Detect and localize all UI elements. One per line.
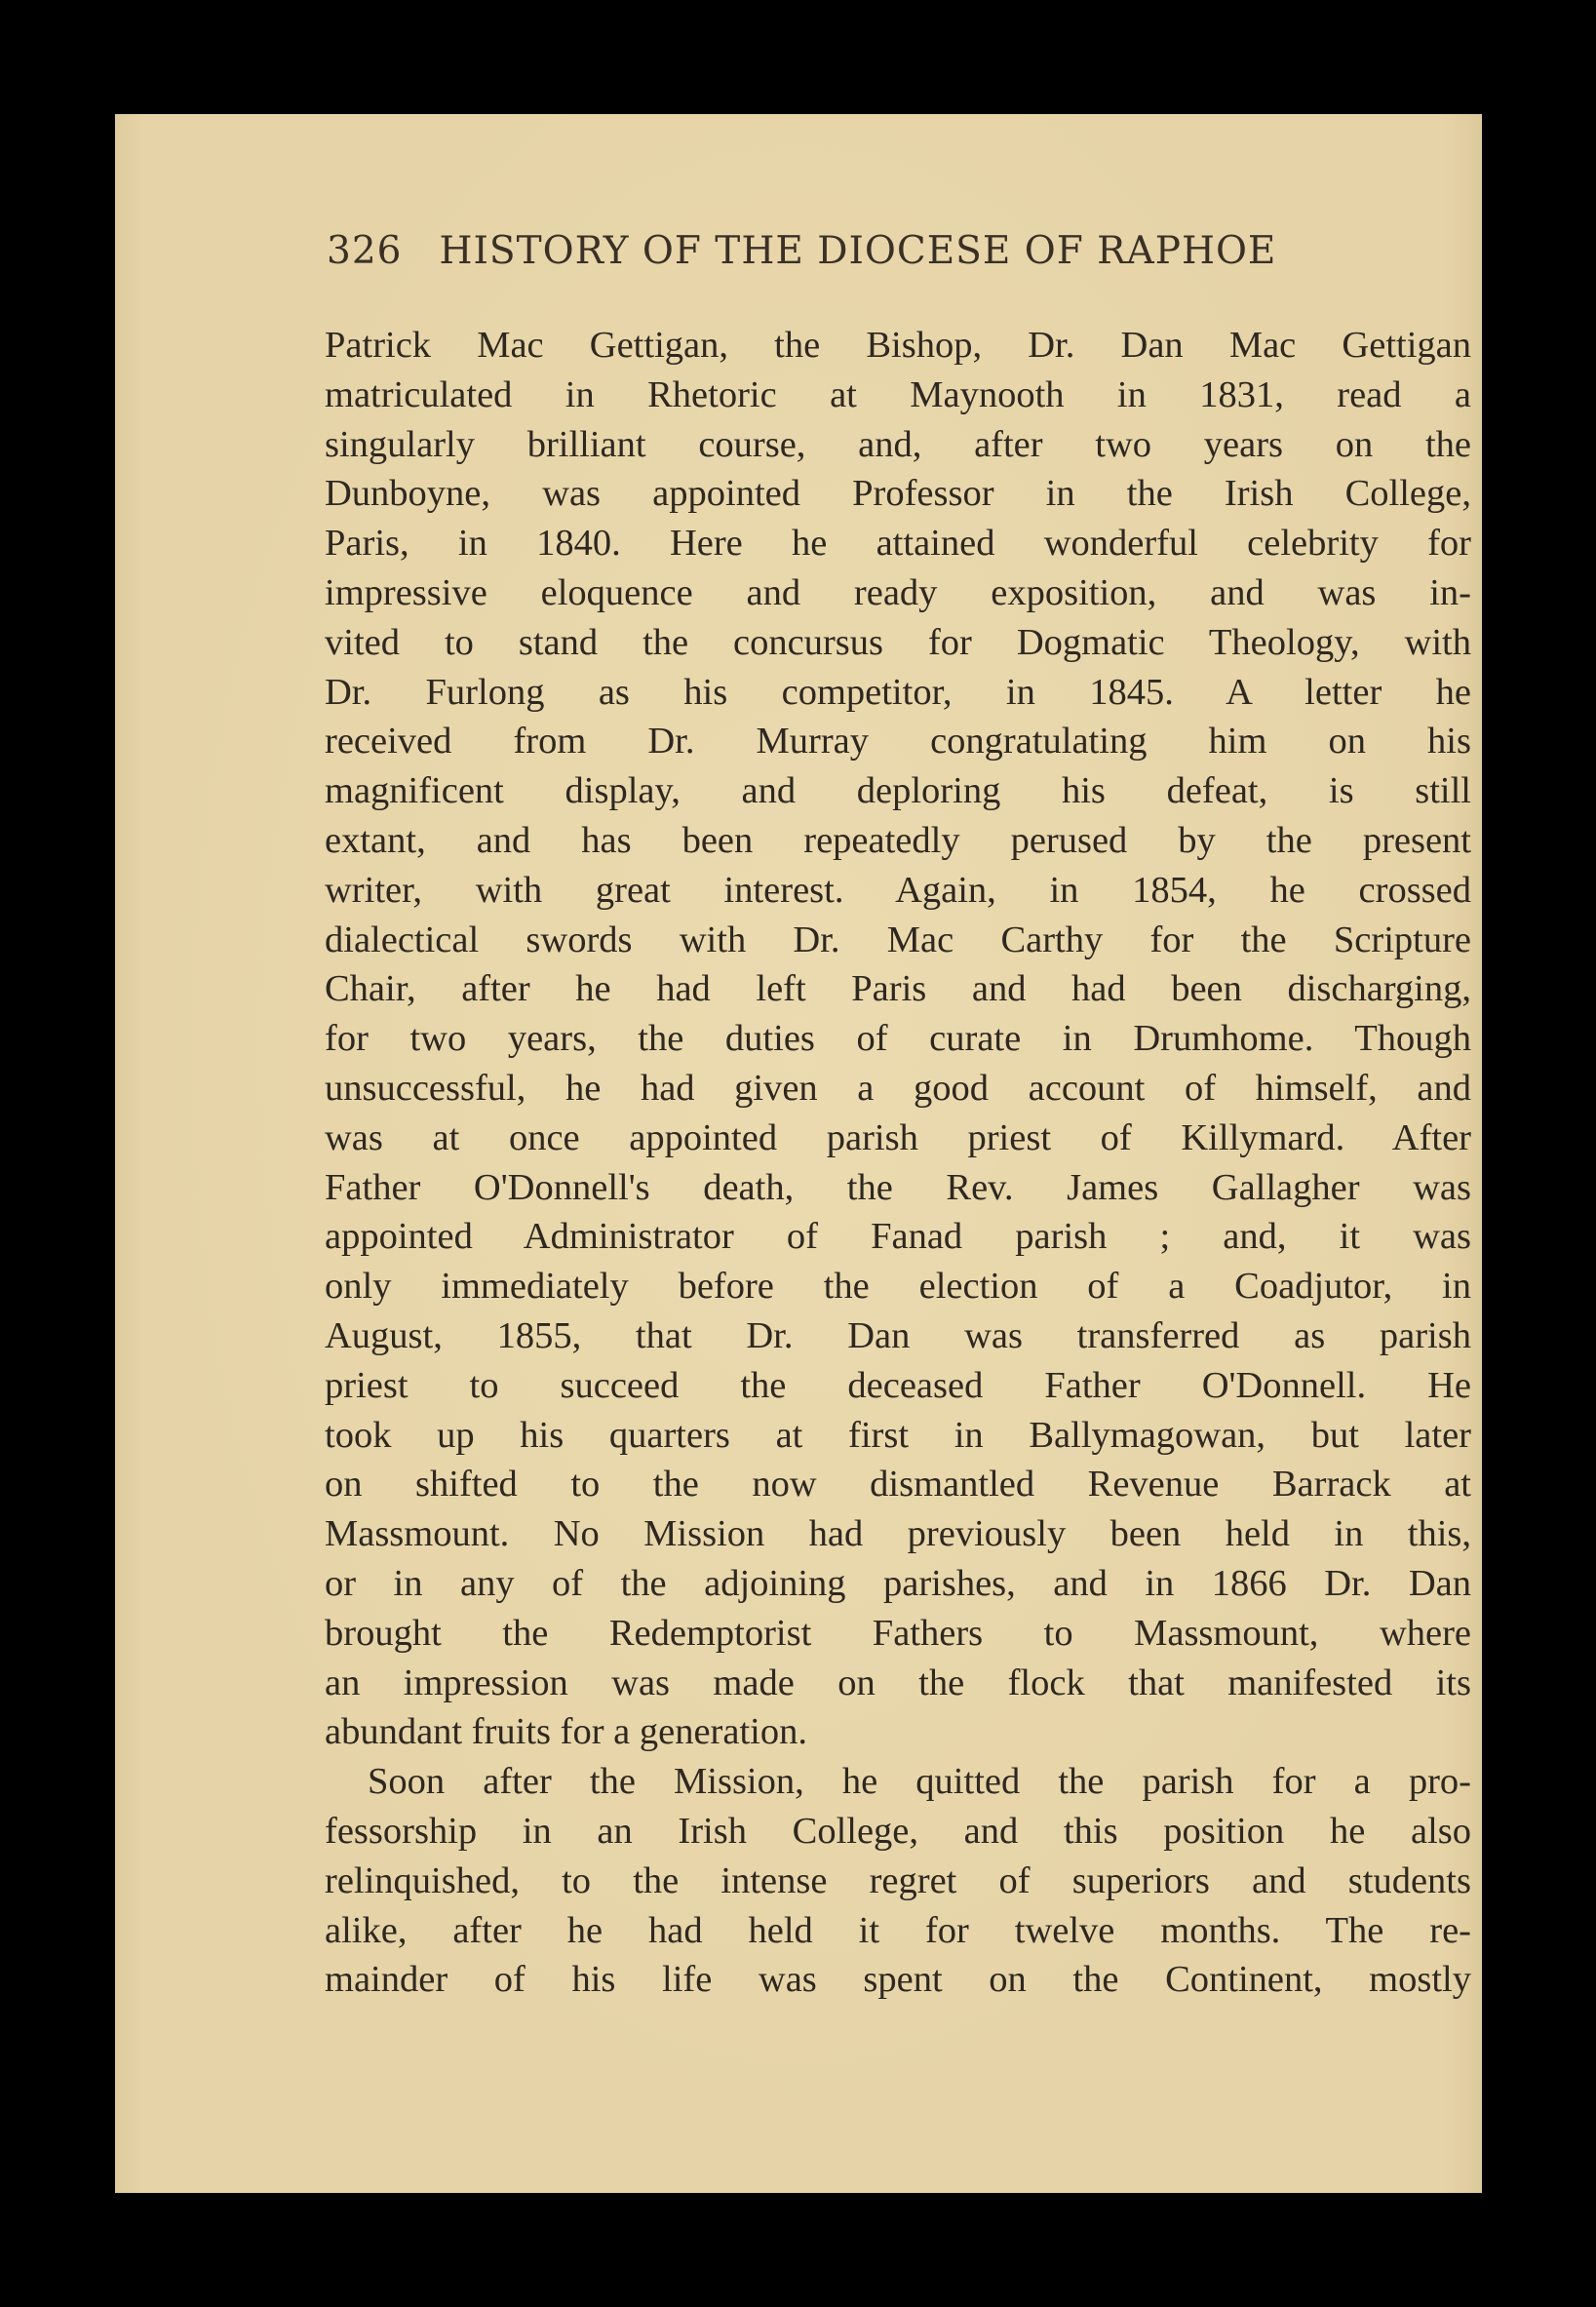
page-number: 326 <box>327 229 403 273</box>
text-line: matriculated in Rhetoric at Maynooth in 1831, read a <box>325 373 1471 415</box>
text-line: only immediately before the election of a Coadjutor, in <box>325 1266 1471 1308</box>
text-line: fessorship in an Irish College, and this position he also <box>325 1810 1471 1852</box>
text-line: Chair, after he had left Paris and had been discharging, <box>325 968 1471 1010</box>
text-line: unsuccessful, he had given a good account of himself, and <box>325 1067 1471 1109</box>
book-page <box>115 114 1482 2193</box>
text-line: vited to stand the concursus for Dogmatic Theology, with <box>325 621 1471 663</box>
text-line: Dunboyne, was appointed Professor in the Irish College, <box>325 473 1471 515</box>
text-line: extant, and has been repeatedly perused by the present <box>325 819 1471 861</box>
text-line: on shifted to the now dismantled Revenue Barrack at <box>325 1464 1471 1505</box>
text-line: Paris, in 1840. Here he attained wonderful celebrity for <box>325 523 1471 565</box>
text-line: Massmount. No Mission had previously been held in this, <box>325 1513 1471 1555</box>
paragraph-end-line: abundant fruits for a generation. <box>325 1711 807 1753</box>
text-line: priest to succeed the deceased Father O'Donnell. He <box>325 1364 1471 1406</box>
text-line: for two years, the duties of curate in Drumhome. Though <box>325 1018 1471 1060</box>
text-line: an impression was made on the flock that manifested its <box>325 1662 1471 1703</box>
text-line: magnificent display, and deploring his defeat, is still <box>325 770 1471 812</box>
text-line: received from Dr. Murray congratulating him on his <box>325 721 1471 762</box>
text-line: took up his quarters at first in Ballymagowan, but later <box>325 1414 1471 1456</box>
text-line: or in any of the adjoining parishes, and in 1866 Dr. Dan <box>325 1562 1471 1604</box>
text-line: Father O'Donnell's death, the Rev. James Gallagher was <box>325 1166 1471 1208</box>
running-title: HISTORY OF THE DIOCESE OF RAPHOE <box>439 229 1277 273</box>
text-line: relinquished, to the intense regret of superiors and students <box>325 1859 1471 1901</box>
text-line: writer, with great interest. Again, in 1854, he crossed <box>325 869 1471 911</box>
text-line: was at once appointed parish priest of Killymard. After <box>325 1116 1471 1158</box>
body-text <box>325 321 1471 2005</box>
text-line: brought the Redemptorist Fathers to Massmount, where <box>325 1612 1471 1654</box>
text-line: Patrick Mac Gettigan, the Bishop, Dr. Dan Mac Gettigan <box>325 325 1471 366</box>
running-head <box>327 229 1399 273</box>
text-line: singularly brilliant course, and, after two years on the <box>325 423 1471 465</box>
text-line: mainder of his life was spent on the Continent, mostly <box>325 1959 1471 2001</box>
text-line: Dr. Furlong as his competitor, in 1845. A letter he <box>325 671 1471 713</box>
text-line: August, 1855, that Dr. Dan was transferred as parish <box>325 1314 1471 1356</box>
text-line: impressive eloquence and ready exposition, and was in- <box>325 571 1471 613</box>
paragraph-start-line: Soon after the Mission, he quitted the parish for a pro- <box>368 1761 1471 1803</box>
text-line: alike, after he had held it for twelve months. The re- <box>325 1909 1471 1951</box>
text-line: dialectical swords with Dr. Mac Carthy for the Scripture <box>325 919 1471 960</box>
text-line: appointed Administrator of Fanad parish ; and, it was <box>325 1216 1471 1258</box>
